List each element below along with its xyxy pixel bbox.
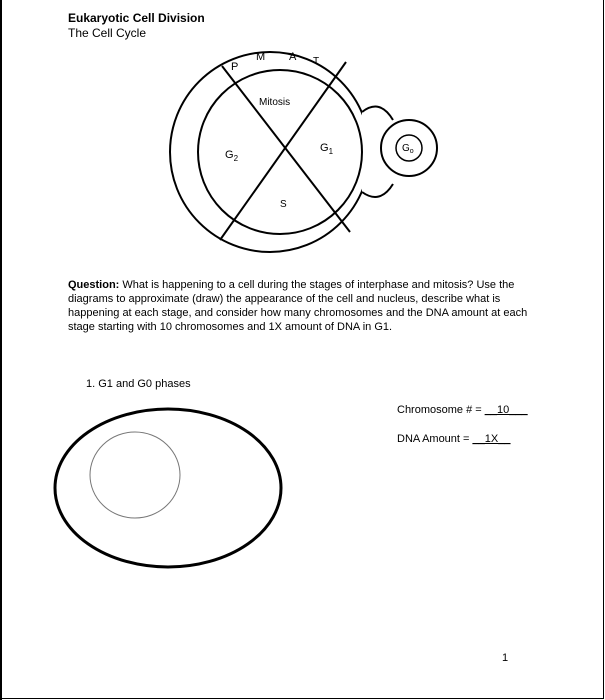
nucleus bbox=[90, 432, 180, 518]
page-subtitle: The Cell Cycle bbox=[68, 26, 147, 40]
label-mitosis: Mitosis bbox=[259, 97, 291, 108]
dna-value: __1X__ bbox=[472, 433, 511, 445]
label-g2: $G_2$ bbox=[225, 149, 239, 163]
dna-label: DNA Amount = bbox=[397, 433, 473, 445]
label-a: A bbox=[289, 51, 297, 63]
chromosome-value: __10___ bbox=[484, 404, 528, 416]
question-text: What is happening to a cell during the stages of interphase and mitosis? Use the diagrams to approximate (draw) the appearance of the cell and nucleus, describe what is happening at each stage, and consider how many chromosomes and the DNA amount at each stage starting with 10 chromosomes and 1X amount of DNA in G1. bbox=[68, 279, 528, 333]
label-p: P bbox=[231, 61, 239, 73]
label-t: T bbox=[313, 56, 320, 67]
label-m: M bbox=[256, 51, 266, 63]
page-number: 1 bbox=[502, 652, 509, 664]
label-s: S bbox=[280, 199, 287, 210]
page-title: Eukaryotic Cell Division bbox=[68, 11, 205, 25]
label-g0: $G_o$ bbox=[402, 143, 414, 155]
label-g1: $G_1$ bbox=[320, 142, 334, 156]
cell-membrane bbox=[55, 409, 281, 567]
section-heading: 1. G1 and G0 phases bbox=[86, 378, 191, 390]
question-label: Question: bbox=[68, 279, 120, 291]
chromosome-label: Chromosome # = bbox=[397, 404, 485, 416]
